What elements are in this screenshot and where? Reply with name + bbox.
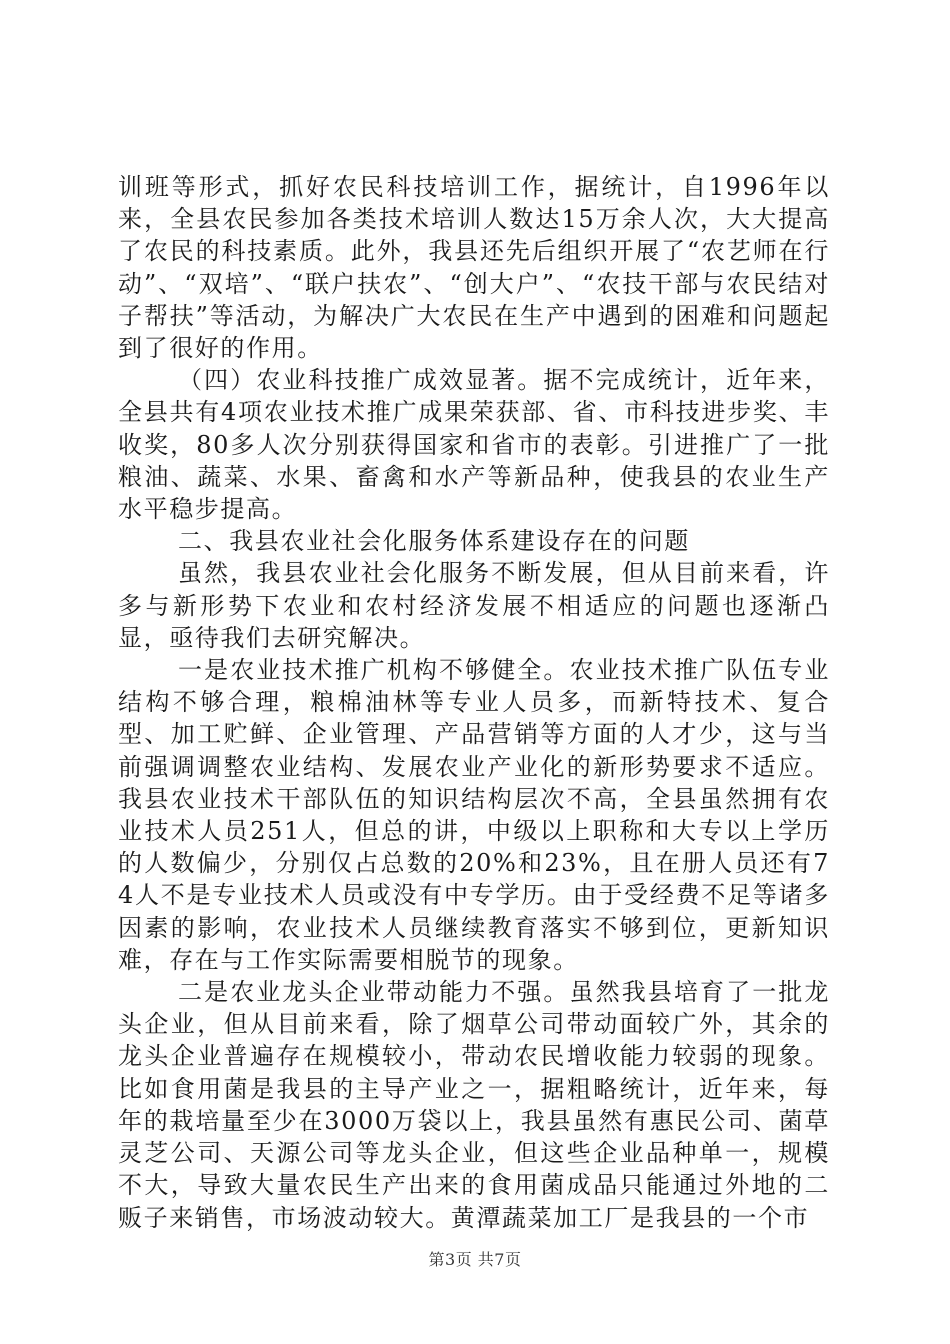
- page-number-footer: 第3页 共7页: [428, 1250, 522, 1269]
- paragraph-3: 虽然，我县农业社会化服务不断发展，但从目前来看，许多与新形势下农业和农村经济发展不相适应的问题也逐渐凸显，亟待我们去研究解决。: [118, 559, 830, 652]
- document-body: [118, 171, 830, 1234]
- paragraph-5: 二是农业龙头企业带动能力不强。虽然我县培育了一批龙头企业，但从目前来看，除了烟草公司带动面较广外，其余的龙头企业普遍存在规模较小，带动农民增收能力较弱的现象。比如食用菌是我县的主导产业之一，据粗略统计，近年来，每年的栽培量至少在3000万袋以上，我县虽然有惠民公司、菌草灵芝公司、天源公司等龙头企业，但这些企业品种单一，规模不大，导致大量农民生产出来的食用菌成品只能通过外地的二贩子来销售，市场波动较大。黄潭蔬菜加工厂是我县的一个市: [118, 978, 830, 1232]
- paragraph-4: 一是农业技术推广机构不够健全。农业技术推广队伍专业结构不够合理，粮棉油林等专业人员多，而新特技术、复合型、加工贮鲜、企业管理、产品营销等方面的人才少，这与当前强调调整农业结构、发展农业产业化的新形势要求不适应。我县农业技术干部队伍的知识结构层次不高，全县虽然拥有农业技术人员251人，但总的讲，中级以上职称和大专以上学历的人数偏少，分别仅占总数的20%和23%，且在册人员还有74人不是专业技术人员或没有中专学历。由于受经费不足等诸多因素的影响，农业技术人员继续教育落实不够到位，更新知识难，存在与工作实际需要相脱节的现象。: [118, 656, 830, 974]
- section-heading: 二、我县农业社会化服务体系建设存在的问题: [178, 527, 690, 556]
- paragraph-2: （四）农业科技推广成效显著。据不完成统计，近年来，全县共有4项农业技术推广成果荣获部、省、市科技进步奖、丰收奖，80多人次分别获得国家和省市的表彰。引进推广了一批粮油、蔬菜、水果、畜禽和水产等新品种，使我县的农业生产水平稳步提高。: [118, 366, 830, 524]
- paragraph-1: 训班等形式，抓好农民科技培训工作，据统计，自1996年以来，全县农民参加各类技术培训人数达15万余人次，大大提高了农民的科技素质。此外，我县还先后组织开展了“农艺师在行动”、“双培”、“联户扶农”、“创大户”、“农技干部与农民结对子帮扶”等活动，为解决广大农民在生产中遇到的困难和问题起到了很好的作用。: [118, 173, 830, 363]
